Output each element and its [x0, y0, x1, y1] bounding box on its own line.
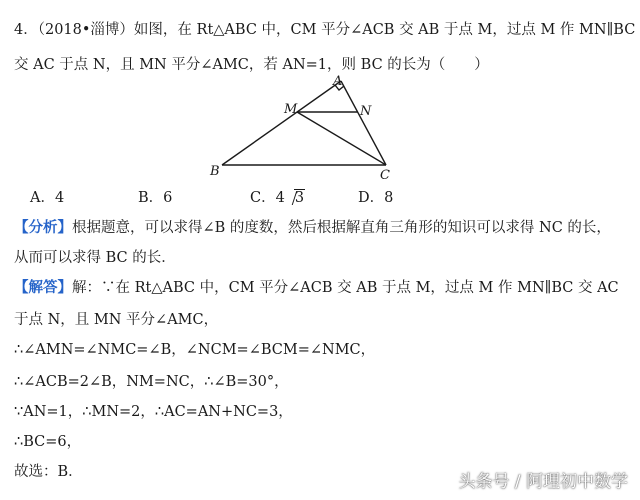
label-m: M [284, 102, 298, 117]
segment-ab [222, 81, 341, 165]
analysis-line-2: 从而可以求得 BC 的长． [14, 250, 176, 266]
analysis-line-1 [14, 218, 611, 238]
solution-text-1: 解：∵在 Rt△ABC 中，CM 平分∠ACB 交 AB 于点 M，过点 M 作 MN∥BC 交 AC [72, 280, 619, 296]
label-c: C [380, 168, 390, 183]
solution-line-1 [14, 278, 619, 298]
solution-line-6: ∴BC=6， [14, 434, 82, 450]
segment-cm [297, 112, 386, 165]
question-line-1: 4．（2018•淄博）如图，在 Rt△ABC 中，CM 平分∠ACB 交 AB 于点 M，过点 M 作 MN∥BC [14, 22, 636, 38]
sqrt-symbol [285, 188, 305, 208]
option-c [250, 188, 305, 208]
analysis-tag: 【分析】 [14, 219, 72, 236]
solution-line-7: 故选：B． [14, 464, 83, 480]
solution-line-3: ∴∠AMN=∠NMC=∠B，∠NCM=∠BCM=∠NMC， [14, 342, 376, 358]
label-b: B [210, 164, 220, 179]
option-d: D．8 [358, 190, 394, 206]
triangle-figure [200, 75, 400, 187]
solution-line-5: ∵AN=1，∴MN=2，∴AC=AN+NC=3， [14, 404, 293, 420]
question-line-2: 交 AC 于点 N，且 MN 平分∠AMC，若 AN=1，则 BC 的长为（ ） [14, 57, 489, 73]
option-c-radicand: 3 [294, 190, 305, 206]
option-a: A．4 [30, 190, 65, 206]
solution-line-4: ∴∠ACB=2∠B，NM=NC，∴∠B=30°， [14, 374, 289, 390]
label-n: N [360, 104, 372, 119]
option-b: B．6 [138, 190, 173, 206]
solution-line-2: 于点 N，且 MN 平分∠AMC， [14, 312, 219, 328]
solution-tag: 【解答】 [14, 279, 72, 296]
analysis-text-1: 根据题意，可以求得∠B 的度数，然后根据解直角三角形的知识可以求得 NC 的长， [72, 220, 611, 236]
option-c-prefix: C．4 [250, 190, 285, 206]
label-a: A [333, 75, 343, 89]
watermark: 头条号 / 阿理初中数学 [458, 472, 628, 492]
